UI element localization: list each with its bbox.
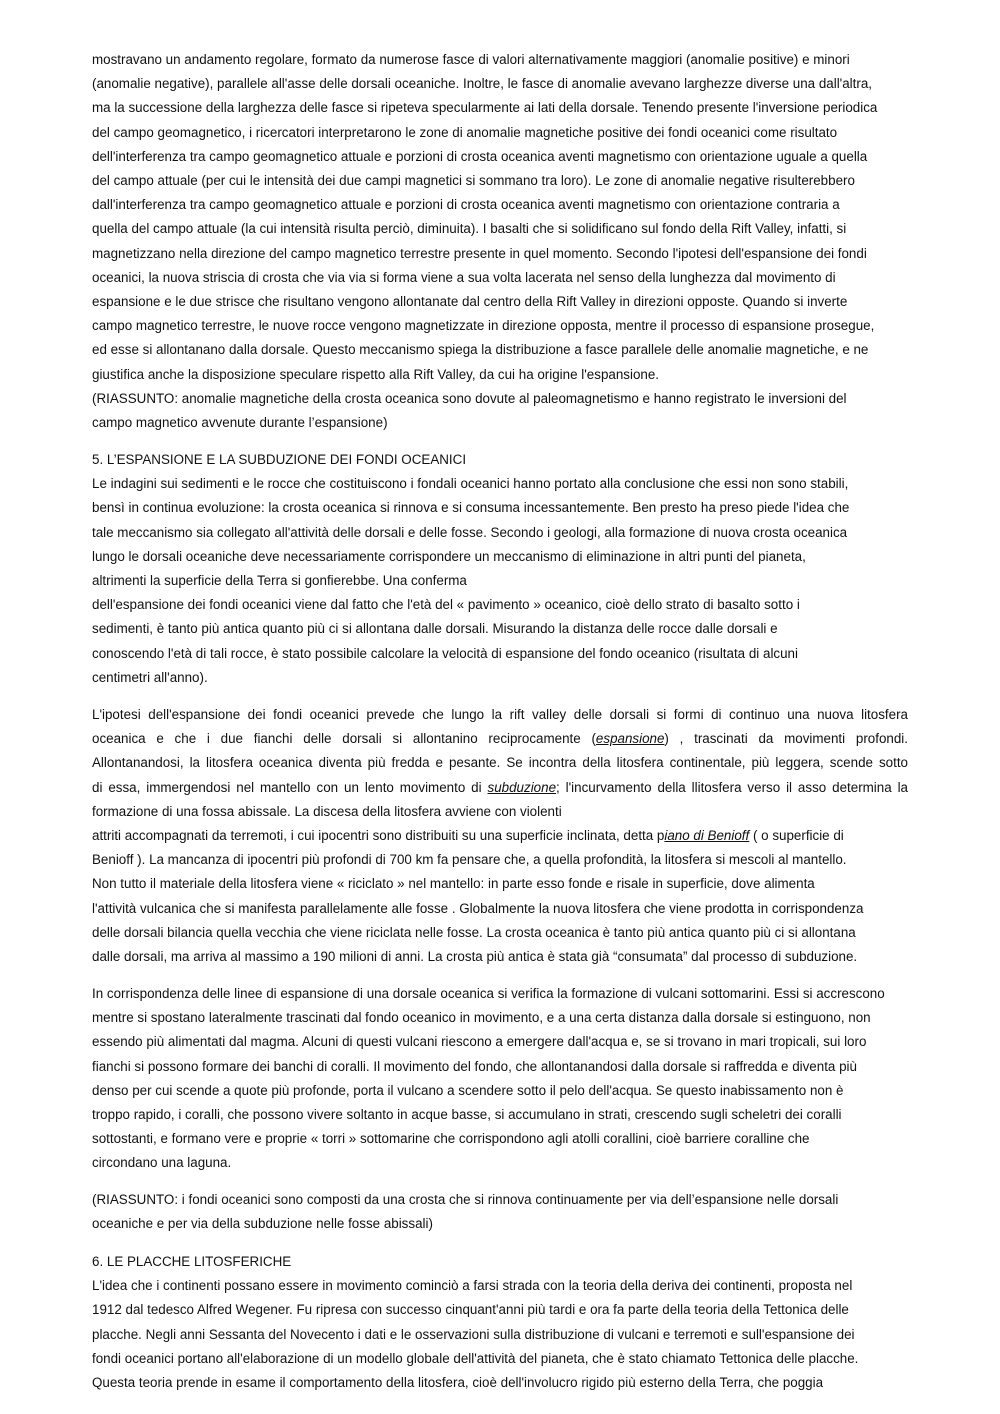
text-line — [92, 727, 908, 751]
text-line: Questa teoria prende in esame il comportamento della litosfera, cioè dell'involucro rigido più esterno della Terra, che poggia — [92, 1375, 824, 1391]
section-6-title: 6. LE PLACCHE LITOSFERICHE — [92, 1254, 292, 1269]
text-line: dalle dorsali, ma arriva al massimo a 190 milioni di anni. La crosta più antica è stata già “consumata” dal processo di subduzione. — [92, 949, 858, 965]
text-line: dall'interferenza tra campo geomagnetico attuale e porzioni di crosta oceanica aventi magnetismo con orientazione contraria a — [92, 197, 840, 213]
text-line: fianchi si possono formare dei banchi di coralli. Il movimento del fondo, che allontanandosi dalla dorsale si raffredda e diventa più — [92, 1058, 857, 1074]
text-line: del campo geomagnetico, i ricercatori interpretarono le zone di anomalie magnetiche positive dei fondi oceanici come risultato — [92, 124, 838, 140]
section-5-title: 5. L’ESPANSIONE E LA SUBDUZIONE DEI FONDI OCEANICI — [92, 452, 467, 467]
text-line: dell'espansione dei fondi oceanici viene dal fatto che l'età del « pavimento » oceanico, cioè dello strato di basalto sotto i — [92, 597, 800, 613]
text-line: dell'interferenza tra campo geomagnetico attuale e porzioni di crosta oceanica aventi magnetismo con orientazione uguale a quella — [92, 148, 868, 164]
summary-line: oceaniche e per via della subduzione nelle fosse abissali) — [92, 1216, 433, 1232]
text-segment: di essa, immergendosi nel mantello con un lento movimento di — [92, 779, 488, 795]
text-line: centimetri all'anno). — [92, 669, 208, 685]
text-line: del campo attuale (per cui le intensità dei due campi magnetici si sommano tra loro). Le zone di anomalie negative risulterebbero — [92, 173, 855, 189]
text-line: oceanici, la nuova striscia di crosta che via via si forma viene a sua volta lacerata nel senso della lunghezza dal movimento di — [92, 269, 836, 285]
text-line: sottostanti, e formano vere e proprie « torri » sottomarine che corrispondono agli atolli corallini, cioè barriere coralline che — [92, 1131, 810, 1147]
text-line: troppo rapido, i coralli, che possono vivere soltanto in acque basse, si accumulano in strati, crescendo sugli scheletri dei coralli — [92, 1107, 842, 1123]
text-segment: ( o superficie di — [749, 828, 844, 844]
text-line: fondi oceanici portano all'elaborazione di un modello globale dell'attività del pianeta, che è stato chiamato Tettonica delle placche. — [92, 1350, 859, 1366]
summary-line: campo magnetico avvenute durante l’espansione) — [92, 415, 388, 431]
paleomagnetism-paragraph — [92, 48, 908, 435]
term-piano-di-benioff: iano di Benioff — [664, 828, 750, 844]
section-6 — [92, 1250, 908, 1395]
text-line: lungo le dorsali oceaniche deve necessariamente corrispondere un meccanismo di eliminazione in altri punti del pianeta, — [92, 548, 806, 564]
text-line: Allontanandosi, la litosfera oceanica diventa più fredda e pesante. Se incontra della litosfera continentale, più leggera, scende sotto — [92, 755, 908, 771]
text-line: L'ipotesi dell'espansione dei fondi oceanici prevede che lungo la rift valley delle dorsali si formi di continuo una nuova litosfera — [92, 707, 908, 722]
text-segment: ; l'incurvamento della llitosfera verso il asso determina la — [556, 779, 908, 795]
text-line: espansione e le due strisce che risultano vengono allontanate dal centro della Rift Valley in direzioni opposte. Quando si inverte — [92, 294, 848, 310]
text-line: giustifica anche la disposizione speculare rispetto alla Rift Valley, da cui ha origine l'espansione. — [92, 366, 660, 382]
text-line: l'attività vulcanica che si manifesta parallelamente alle fosse . Globalmente la nuova litosfera che viene prodotta in corrispondenza — [92, 900, 864, 916]
section-5 — [92, 448, 908, 690]
text-line: essendo più alimentati dal magma. Alcuni di questi vulcani riescono a emergere dall'acqua e, se si trovano in mari tropicali, sui loro — [92, 1034, 867, 1050]
summary-line: (RIASSUNTO: anomalie magnetiche della crosta oceanica sono dovute al paleomagnetismo e hanno registrato le inversioni del — [92, 390, 847, 406]
text-segment: attriti accompagnati da terremoti, i cui ipocentri sono distribuiti su una superficie inclinata, detta p — [92, 828, 665, 844]
text-line: bensì in continua evoluzione: la crosta oceanica si rinnova e si consuma incessantemente. Ben presto ha preso piede l'idea che — [92, 500, 850, 516]
volcanoes-paragraph — [92, 982, 908, 1176]
text-line: formazione di una fossa abissale. La discesa della litosfera avviene con violenti — [92, 803, 562, 819]
text-line: Non tutto il materiale della litosfera viene « riciclato » nel mantello: in parte esso fonde e risale in superficie, dove alimenta — [92, 876, 815, 892]
text-line: ma la successione della larghezza delle fasce si ripeteva specularmente ai lati della dorsale. Tenendo presente l'inversione periodica — [92, 100, 878, 116]
text-line: altrimenti la superficie della Terra si gonfierebbe. Una conferma — [92, 573, 467, 589]
text-line: (anomalie negative), parallele all'asse delle dorsali oceaniche. Inoltre, le fasce di anomalie avevano larghezze diverse una dall'altra, — [92, 76, 872, 92]
text-segment: ) , trascinati da movimenti profondi. — [664, 731, 908, 747]
text-line: sedimenti, è tanto più antica quanto più ci si allontana dalle dorsali. Misurando la distanza delle rocce dalle dorsali e — [92, 621, 778, 637]
text-line: tale meccanismo sia collegato all'attività delle dorsali e delle fosse. Secondo i geologi, alla formazione di nuova crosta oceanica — [92, 524, 848, 540]
text-line: placche. Negli anni Sessanta del Novecento i dati e le osservazioni sulla distribuzione di vulcani e terremoti e sull'espansione dei — [92, 1326, 855, 1342]
summary-section-5 — [92, 1188, 908, 1236]
text-line: mostravano un andamento regolare, formato da numerose fasce di valori alternativamente maggiori (anomalie positive) e minori — [92, 52, 850, 67]
text-line: mentre si spostano lateralmente trascinati dal fondo oceanico in movimento, e a una certa distanza dalla dorsale si estinguono, non — [92, 1010, 871, 1026]
text-line: circondano una laguna. — [92, 1155, 232, 1171]
text-line: Le indagini sui sedimenti e le rocce che costituiscono i fondali oceanici hanno portato alla conclusione che essi non sono stabili, — [92, 476, 849, 492]
term-espansione: espansione — [595, 731, 665, 747]
subduction-paragraph — [92, 703, 908, 969]
text-line — [92, 824, 908, 848]
term-subduzione: subduzione — [487, 779, 557, 795]
text-segment: oceanica e che i due fianchi delle dorsali si allontanino reciprocamente ( — [92, 731, 596, 747]
text-line: ed esse si allontanano dalla dorsale. Questo meccanismo spiega la distribuzione a fasce parallele delle anomalie magnetiche, e ne — [92, 342, 869, 358]
text-line: quella del campo attuale (la cui intensità risulta perciò, diminuita). I basalti che si solidificano sul fondo della Rift Valley, infatti, si — [92, 221, 847, 237]
text-line: Benioff ). La mancanza di ipocentri più profondi di 700 km fa pensare che, a quella profondità, la litosfera si mescoli al mantello. — [92, 852, 847, 868]
text-line: L'idea che i continenti possano essere in movimento cominciò a farsi strada con la teoria della deriva dei continenti, proposta nel — [92, 1278, 853, 1294]
text-line: campo magnetico terrestre, le nuove rocce vengono magnetizzate in direzione opposta, mentre il processo di espansione prosegue, — [92, 318, 875, 334]
text-line: delle dorsali bilancia quella vecchia che viene riciclata nelle fosse. La crosta oceanica è tanto più antica quanto più ci si allontana — [92, 924, 856, 940]
text-line: In corrispondenza delle linee di espansione di una dorsale oceanica si verifica la formazione di vulcani sottomarini. Essi si accrescono — [92, 986, 885, 1001]
text-line: conoscendo l'età di tali rocce, è stato possibile calcolare la velocità di espansione del fondo oceanico (risultata di alcuni — [92, 645, 798, 661]
text-line: denso per cui scende a quote più profonde, porta il vulcano a scendere sotto il pelo dell'acqua. Se questo inabissamento non è — [92, 1082, 844, 1098]
text-line — [92, 776, 908, 800]
text-line: 1912 dal tedesco Alfred Wegener. Fu ripresa con successo cinquant'anni più tardi e ora fa parte della teoria della Tettonica delle — [92, 1302, 849, 1318]
summary-line: (RIASSUNTO: i fondi oceanici sono composti da una crosta che si rinnova continuamente per via dell’espansione nelle dorsali — [92, 1192, 839, 1207]
text-line: magnetizzano nella direzione del campo magnetico terrestre presente in quel momento. Secondo l'ipotesi dell'espansione dei fondi — [92, 245, 867, 261]
